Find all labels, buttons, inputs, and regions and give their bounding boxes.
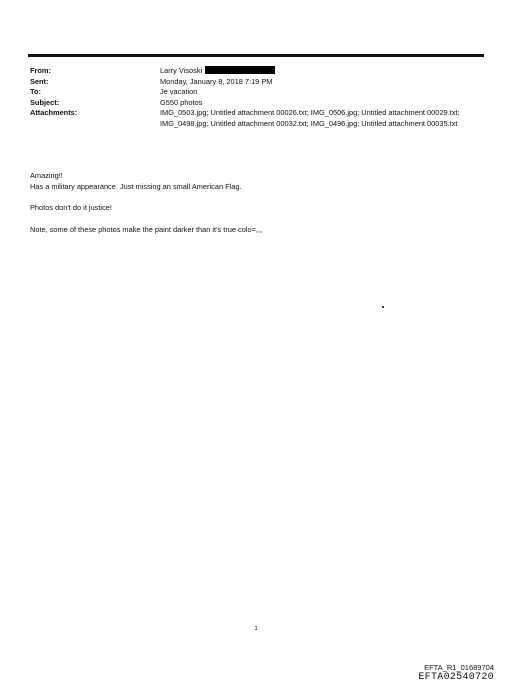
body-line-amazing: Amazing!! bbox=[30, 171, 63, 180]
sent-row bbox=[30, 77, 470, 88]
scan-artifact bbox=[382, 306, 384, 308]
subject-row bbox=[30, 98, 470, 109]
body-line-military: Has a military appearance. Just missing an small American Flag. bbox=[30, 181, 242, 191]
email-header bbox=[30, 66, 470, 130]
attachments-label: Attachments: bbox=[30, 108, 78, 118]
to-row bbox=[30, 87, 470, 98]
bates-stamp bbox=[418, 663, 494, 683]
subject-value: G550 photos bbox=[160, 97, 203, 107]
from-value: Larry Visoski bbox=[160, 66, 203, 75]
bates-id-secondary: EFTA02540720 bbox=[418, 672, 494, 683]
bates-id-primary: EFTA_R1_01689704 bbox=[424, 663, 494, 672]
sent-value: Monday, January 8, 2018 7:19 PM bbox=[160, 76, 273, 86]
email-body bbox=[30, 171, 470, 235]
from-value-cell bbox=[160, 66, 470, 77]
body-line-note: Note, some of these photos make the paint darker than it's true colo=,,, bbox=[30, 224, 263, 234]
from-row bbox=[30, 66, 470, 77]
body-line-photos: Photos don't do it justice! bbox=[30, 203, 112, 213]
attachments-value: IMG_0503.jpg; Untitled attachment 00026.txt; IMG_0506.jpg; Untitled attachment 00029.txt; IMG_0498.jpg; Untitled attachment 00032.txt; IMG_0496.jpg; Untitled attachment 00035.txt bbox=[160, 108, 460, 128]
subject-label: Subject: bbox=[30, 97, 60, 107]
sent-label: Sent: bbox=[30, 76, 49, 86]
attachments-row bbox=[30, 108, 470, 129]
header-rule bbox=[28, 54, 484, 57]
to-label: To: bbox=[30, 87, 41, 97]
to-value: Je vacation bbox=[160, 87, 198, 97]
redaction-box bbox=[205, 66, 275, 74]
from-label: From: bbox=[30, 66, 51, 75]
page-number: 1 bbox=[254, 626, 258, 632]
